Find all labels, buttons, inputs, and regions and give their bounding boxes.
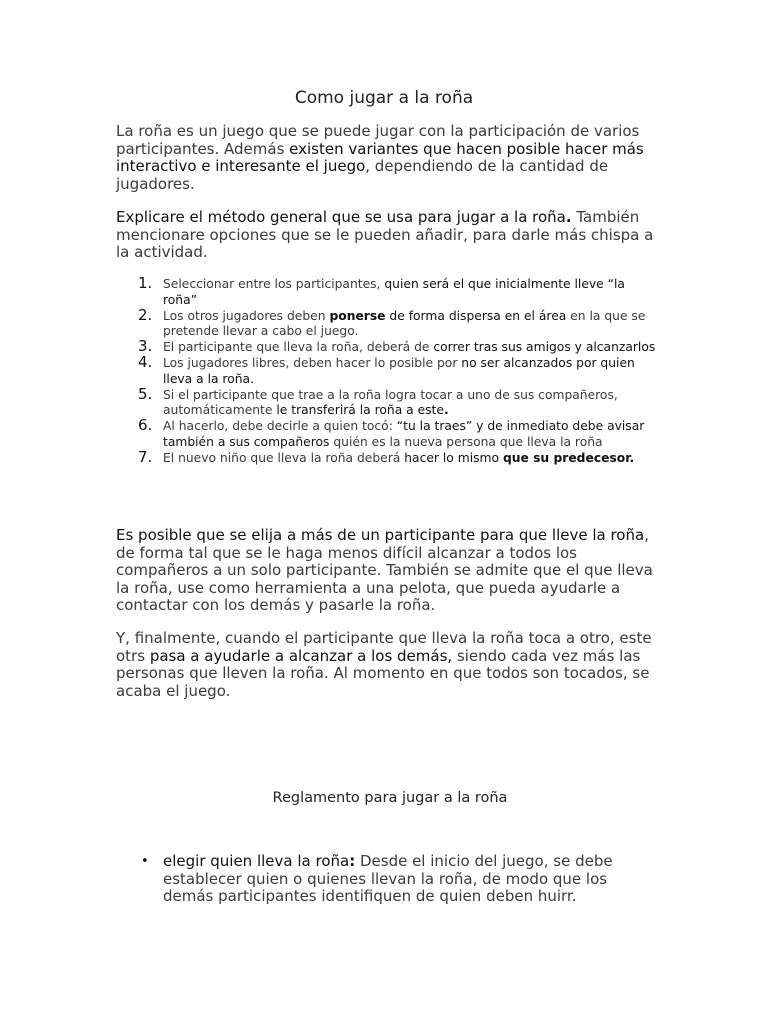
- step-number: 4.: [138, 353, 153, 371]
- para4-highlight: pasa a ayudarle a alcanzar a los demás,: [149, 646, 453, 665]
- list-item: [116, 384, 661, 419]
- method-paragraph: [116, 209, 656, 262]
- step-number: 5.: [138, 384, 153, 403]
- step-highlight: correr tras sus amigos y alcanzarlos: [433, 340, 656, 354]
- step-number: 2.: [138, 305, 153, 324]
- method-highlight: Explicare el método general que se usa para jugar a la roña: [116, 208, 566, 226]
- step-number: 6.: [138, 416, 153, 434]
- step-highlight: “tu la traes” y de inmediato debe avisar también a sus compañeros: [163, 419, 645, 449]
- step-text: Los otros jugadores deben: [163, 308, 330, 323]
- step-text: El participante que lleva la roña, deberá de: [163, 340, 434, 354]
- rule-highlight: elegir quien lleva la roña: [163, 852, 350, 870]
- para4-text-end: siendo cada vez más las personas que lleven la roña. Al momento en que todos son tocados, se acaba el juego.: [116, 646, 650, 700]
- steps-list: [116, 274, 661, 467]
- para3-text: , de forma tal que se le haga menos difícil alcanzar a todos los compañeros a un solo participante. También se admite que el que lleva la roña, use como herramienta a una pelota, que pueda ayudarle a contactar con los demás y pasarle la roña.: [116, 526, 653, 614]
- step-text-end: en la que se pretende llevar a cabo el juego.: [163, 308, 646, 338]
- step-bold: ponerse: [329, 308, 386, 323]
- step-text: Seleccionar entre los participantes,: [163, 277, 385, 291]
- list-item: [116, 337, 661, 356]
- intro-text: La roña es un juego que se puede jugar con la participación de varios participantes. Además: [116, 122, 640, 158]
- para4-text: Y, finalmente, cuando el participante que lleva la roña toca a otro, este otrs: [116, 629, 652, 665]
- step-bold: que su predecesor.: [502, 450, 635, 465]
- para3-highlight: Es posible que se elija a más de un participante para que lleve la roña: [116, 526, 645, 544]
- list-item: [116, 305, 661, 340]
- step-period: .: [443, 403, 449, 417]
- final-paragraph: [116, 630, 656, 700]
- step-highlight: de forma dispersa en el área: [385, 308, 567, 323]
- step-number: 3.: [138, 337, 153, 355]
- step-highlight: no ser alcanzados por quien lleva a la roña.: [163, 356, 635, 386]
- bullet-icon: •: [141, 854, 149, 869]
- list-item: [116, 447, 661, 467]
- step-text: Los jugadores libres, deben hacer lo posible por: [163, 356, 462, 370]
- list-item: [116, 353, 661, 387]
- rules-heading: Reglamento para jugar a la roña: [272, 790, 508, 806]
- method-text: También mencionare opciones que se le pueden añadir, para darle más chispa a la actividad.: [116, 208, 654, 261]
- rule-colon: :: [349, 852, 356, 870]
- step-highlight: hacer lo mismo: [404, 450, 503, 465]
- step-text: Si el participante que trae a la roña logra tocar a uno de sus compañeros, automáticamente: [163, 387, 618, 417]
- method-period: .: [565, 208, 572, 226]
- multiple-participants-paragraph: [116, 527, 656, 615]
- intro-highlight: existen variantes que hacen posible hacer más interactivo e interesante el juego: [116, 139, 644, 175]
- intro-paragraph: [116, 123, 656, 193]
- step-highlight: le transferirá la roña a este: [276, 403, 444, 417]
- list-item: [116, 416, 661, 450]
- list-item: [116, 853, 656, 906]
- step-number: 1.: [138, 274, 153, 292]
- document-title: Como jugar a la roña: [294, 88, 474, 108]
- step-text-end: quién es la nueva persona que lleva la roña: [329, 434, 603, 449]
- list-item: [116, 274, 661, 308]
- rule-text: Desde el inicio del juego, se debe establecer quien o quienes llevan la roña, de modo que los demás participantes identifiquen de quien deben huirr.: [163, 852, 613, 905]
- step-highlight: quien será el que inicialmente lleve “la roña”: [163, 277, 625, 307]
- intro-text-end: , dependiendo de la cantidad de jugadores.: [116, 157, 609, 193]
- rules-list: [116, 853, 656, 906]
- step-text: Al hacerlo, debe decirle a quien tocó:: [163, 419, 397, 433]
- step-text: El nuevo niño que lleva la roña deberá: [163, 450, 405, 465]
- step-number: 7.: [138, 447, 153, 466]
